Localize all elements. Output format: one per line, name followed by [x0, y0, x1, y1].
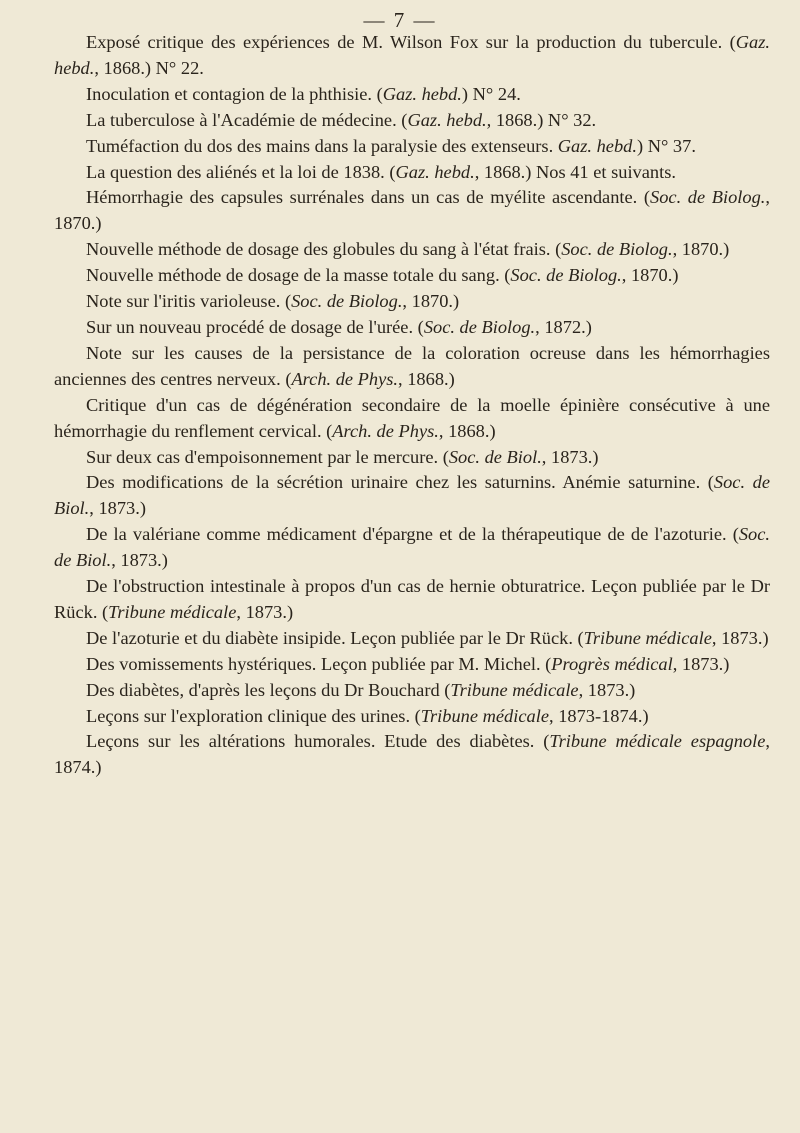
entry-citation-open: ( — [540, 653, 552, 674]
entry-title: De la valériane comme médicament d'épargne et de la thérapeutique de de l'azoturie. — [86, 524, 727, 545]
entry-source: Tribune médicale — [108, 601, 237, 622]
entry-citation-open: ( — [534, 731, 550, 752]
entry-citation-open: ( — [637, 187, 651, 208]
entry-citation-rest: ) N° 37. — [636, 135, 696, 156]
entry-citation-rest: , 1873-1874.) — [549, 705, 649, 726]
entry-source: Gaz. hebd., — [407, 109, 492, 130]
entry-source: Soc. de Biolog. — [291, 291, 403, 312]
entry-source: Arch. de Phys. — [332, 420, 439, 441]
entry-citation-rest: , 1868.) — [438, 420, 496, 441]
entry-citation-rest: , 1873.) — [236, 601, 294, 622]
entry-title: Exposé critique des expériences de M. Wilson Fox sur la production du tubercule. — [86, 32, 723, 52]
entry-citation-rest: 1868.) N° 32. — [491, 109, 597, 130]
entry-citation-open: ( — [550, 239, 562, 260]
entry-source: Tribune médicale espagnole — [549, 731, 766, 752]
entry-citation-rest: , 1870.) — [54, 187, 770, 234]
entry-citation-rest: , 1870.) — [402, 291, 460, 312]
entry-citation-rest: , 1873.) — [578, 679, 636, 700]
entry-citation-open: ( — [410, 705, 421, 726]
entry-title: La question des aliénés et la loi de 1838. — [86, 161, 385, 182]
entry-citation-open: ( — [372, 83, 383, 104]
entry-citation-open: ( — [439, 679, 451, 700]
entry-citation-open: ( — [384, 161, 396, 182]
bibliography-entry — [54, 134, 770, 160]
bibliography-entry — [54, 652, 770, 678]
bibliography-entry — [54, 574, 770, 626]
entry-title: Leçons sur l'exploration clinique des urines. — [86, 705, 411, 726]
entry-citation-rest: , 1868.) N° 22. — [94, 57, 204, 78]
entry-source: Arch. de Phys. — [291, 368, 399, 389]
entry-citation-open: ( — [499, 265, 511, 286]
entry-source: Gaz. hebd. — [395, 161, 475, 182]
entry-title: De l'obstruction intestinale à propos d'un cas de hernie obturatrice. Leçon publiée par le Dr Rück. — [54, 576, 770, 622]
entry-citation-rest: , 1873.) — [89, 498, 146, 519]
entry-source: Soc. de Biolog. — [561, 239, 673, 260]
entry-title: La tuberculose à l'Académie de médecine. — [86, 109, 397, 130]
entry-citation-rest: , 1873.) — [711, 627, 769, 648]
entry-citation-rest: ) N° 24. — [461, 83, 521, 104]
entry-title: Des modifications de la sécrétion urinaire chez les saturnins. Anémie saturnine. — [86, 472, 701, 493]
entry-citation-open: ( — [438, 446, 449, 467]
bibliography-entry — [54, 263, 770, 289]
entry-title: Sur deux cas d'empoisonnement par le mercure. — [86, 446, 439, 467]
entry-source: Tribune médicale — [450, 679, 579, 700]
entry-source: Soc. de Biolog. — [510, 265, 622, 286]
entry-source: Soc. de Biol. — [54, 524, 770, 571]
entry-title: Inoculation et contagion de la phthisie. — [86, 83, 372, 104]
entry-source: Gaz. hebd. — [54, 32, 770, 78]
bibliography-entry — [54, 729, 770, 781]
entry-title: Hémorrhagie des capsules surrénales dans un cas de myélite ascendante. — [86, 187, 638, 208]
entry-citation-rest: , 1870.) — [672, 239, 730, 260]
entry-citation-rest: , 1873.) — [111, 550, 168, 571]
bibliography-entry — [54, 237, 770, 263]
entry-citation-open: ( — [572, 627, 584, 648]
entry-source: Gaz. hebd. — [557, 135, 637, 156]
entry-title: Leçons sur les altérations humorales. Etude des diabètes. — [86, 731, 535, 752]
entry-citation-rest: , 1873.) — [672, 653, 730, 674]
entry-citation-open: ( — [97, 601, 109, 622]
entry-title: Nouvelle méthode de dosage des globules du sang à l'état frais. — [86, 239, 551, 260]
bibliography-entry — [54, 185, 770, 237]
entry-title: Critique d'un cas de dégénération secondaire de la moelle épinière consécutive à une hémorrhagie du renflement cervical. — [54, 394, 770, 441]
bibliography-entry — [54, 160, 770, 186]
entry-source: Soc. de Biolog. — [650, 187, 766, 208]
entry-citation-open: ( — [321, 420, 333, 441]
entry-source: Gaz. hebd. — [382, 83, 462, 104]
bibliography-entry — [54, 704, 770, 730]
entry-citation-open: ( — [280, 368, 292, 389]
bibliography-entry — [54, 626, 770, 652]
entry-title: Des diabètes, d'après les leçons du Dr Bouchard — [86, 679, 440, 700]
entry-citation-rest: , 1868.) — [398, 368, 455, 389]
entry-title: Sur un nouveau procédé de dosage de l'urée. — [86, 316, 414, 337]
entry-source: Tribune médicale — [420, 705, 549, 726]
entry-citation-open: ( — [280, 291, 292, 312]
entry-source: Soc. de Biol. — [54, 472, 770, 519]
entry-title: Nouvelle méthode de dosage de la masse totale du sang. — [86, 265, 500, 286]
entry-citation-rest: , 1873.) — [541, 446, 599, 467]
bibliography-entry — [54, 315, 770, 341]
bibliography-entry — [54, 341, 770, 393]
entry-citation-open: ( — [722, 32, 736, 52]
entry-title: Note sur les causes de la persistance de la coloration ocreuse dans les hémorrhagies anciennes des centres nerveux. — [54, 342, 770, 389]
bibliography-list — [54, 30, 770, 781]
page-number: — 7 — — [363, 8, 437, 32]
entry-citation-open: ( — [396, 109, 408, 130]
bibliography-entry — [54, 108, 770, 134]
entry-citation-rest: , 1868.) Nos 41 et suivants. — [474, 161, 676, 182]
bibliography-entry — [54, 678, 770, 704]
bibliography-entry — [54, 470, 770, 522]
entry-title: Tuméfaction du dos des mains dans la paralysie des extenseurs. — [86, 135, 554, 156]
entry-citation-rest: , 1870.) — [621, 265, 679, 286]
bibliography-entry — [54, 82, 770, 108]
bibliography-entry — [54, 289, 770, 315]
entry-title: Note sur l'iritis varioleuse. — [86, 291, 281, 312]
entry-source: Tribune médicale — [583, 627, 712, 648]
entry-citation-rest: , 1874.) — [54, 731, 770, 778]
bibliography-entry — [54, 30, 770, 82]
entry-title: Des vomissements hystériques. Leçon publiée par M. Michel. — [86, 653, 541, 674]
bibliography-entry — [54, 522, 770, 574]
entry-title: De l'azoturie et du diabète insipide. Leçon publiée par le Dr Rück. — [86, 627, 573, 648]
entry-source: Soc. de Biol. — [448, 446, 542, 467]
entry-source: Progrès médical — [551, 653, 673, 674]
bibliography-entry — [54, 445, 770, 471]
bibliography-entry — [54, 393, 770, 445]
entry-citation-rest: , 1872.) — [535, 316, 592, 337]
entry-source: Soc. de Biolog. — [423, 316, 536, 337]
entry-citation-open: ( — [413, 316, 424, 337]
entry-citation-open: ( — [726, 524, 739, 545]
entry-citation-open: ( — [700, 472, 714, 493]
